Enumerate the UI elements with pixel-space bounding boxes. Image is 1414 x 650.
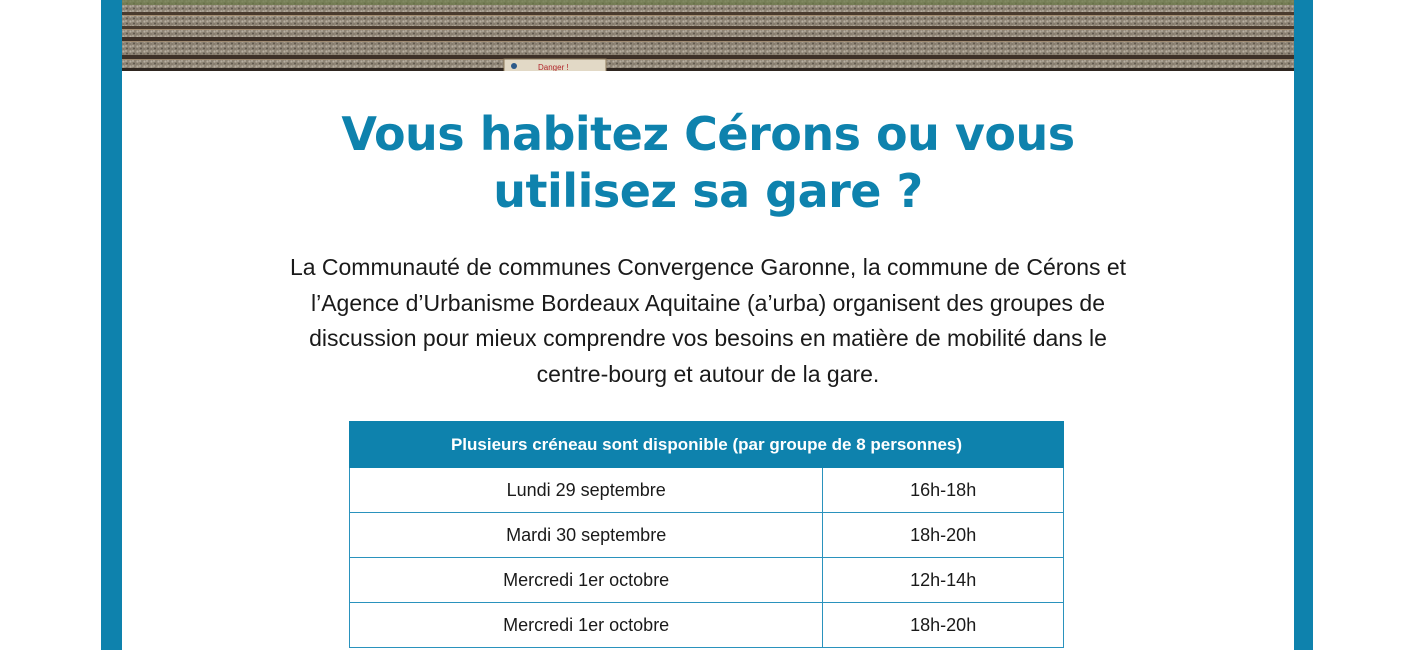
headline-line-1: Vous habitez Cérons ou vous [341,107,1075,161]
slot-time: 18h-20h [823,513,1064,558]
railway-photo [122,0,1294,71]
table-row [350,603,1064,648]
slot-time: 12h-14h [823,558,1064,603]
intro-line-4: centre-bourg et autour de la gare. [536,360,880,387]
slot-day: Mercredi 1er octobre [350,603,823,648]
slot-day: Mercredi 1er octobre [350,558,823,603]
slot-day: Lundi 29 septembre [350,468,823,513]
intro-line-2: l’Agence d’Urbanisme Bordeaux Aquitaine (a’urba) organisent des groupes de [311,289,1105,316]
intro-line-3: discussion pour mieux comprendre vos besoins en matière de mobilité dans le [309,325,1107,351]
slot-time: 18h-20h [823,603,1064,648]
table-row [350,513,1064,558]
slot-day: Mardi 30 septembre [350,513,823,558]
page-headline [122,106,1294,220]
table-header: Plusieurs créneau sont disponible (par groupe de 8 personnes) [350,422,1064,468]
table-header-row [350,422,1064,468]
intro-paragraph [232,250,1184,392]
slot-time: 16h-18h [823,468,1064,513]
danger-sign [504,59,606,71]
intro-line-1: La Communauté de communes Convergence Garonne, la commune de Cérons et [289,254,1127,280]
time-slots-table [349,421,1064,648]
headline-line-2: utilisez sa gare ? [493,164,923,218]
table-row [350,468,1064,513]
content-card [122,0,1294,650]
railway-tracks-image [122,0,1294,71]
danger-sign-text: Danger ! [538,63,569,71]
table-row [350,558,1064,603]
